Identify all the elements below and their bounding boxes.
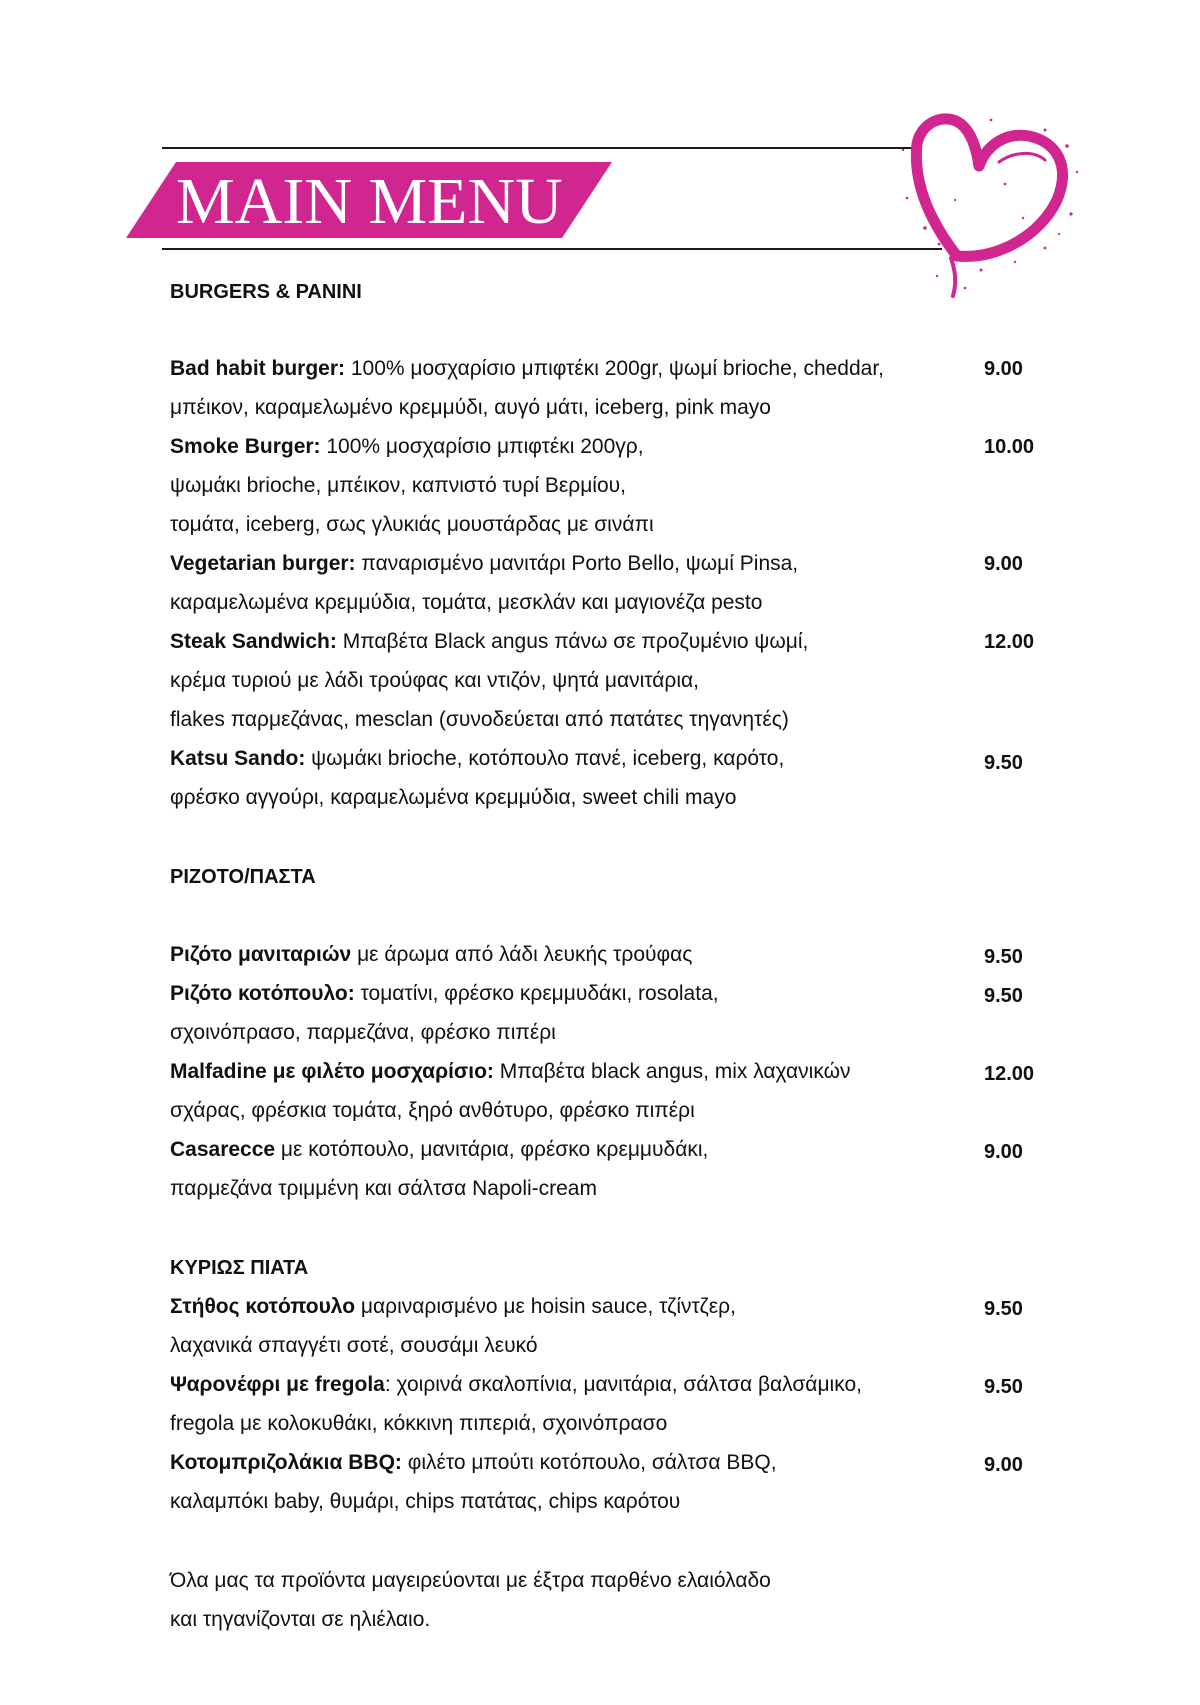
item-name: Malfadine με φιλέτο μοσχαρίσιο: [170, 1060, 494, 1083]
item-description-line: fregola με κολοκυθάκι, κόκκινη πιπεριά, σχοινόπρασο [170, 1412, 668, 1435]
section-title-burgers-panini: BURGERS & PANINI [170, 281, 362, 303]
item-description-line: λαχανικά σπαγγέτι σοτέ, σουσάμι λευκό [170, 1334, 538, 1357]
item-description: παναρισμένο μανιτάρι Porto Bello, ψωμί Pinsa, [355, 552, 799, 575]
item-description: φιλέτο μπούτι κοτόπουλο, σάλτσα BBQ, [401, 1451, 777, 1474]
menu-title: MAIN MENU [176, 165, 563, 238]
item-price: 10.00 [984, 436, 1035, 458]
footer-note-line: Όλα μας τα προϊόντα μαγειρεύονται με έξτρα παρθένο ελαιόλαδο [170, 1569, 771, 1592]
item-description: : χοιρινά σκαλοπίνια, μανιτάρια, σάλτσα βαλσάμικο, [384, 1373, 862, 1396]
item-description-line: κρέμα τυριού με λάδι τρούφας και ντιζόν, ψητά μανιτάρια, [170, 669, 699, 692]
item-name: Steak Sandwich: [170, 630, 337, 653]
item-name: Bad habit burger: [170, 357, 346, 380]
header-bottom-rule [162, 248, 942, 250]
menu-item-steak-sandwich [170, 626, 808, 658]
menu-item-pork-fillet [170, 1369, 862, 1401]
menu-item-casarecce [170, 1134, 708, 1166]
item-description: με κοτόπουλο, μανιτάρια, φρέσκο κρεμμυδάκι, [275, 1138, 709, 1161]
menu-item-smoke-burger [170, 431, 644, 463]
footer-note-line: και τηγανίζονται σε ηλιέλαιο. [170, 1608, 431, 1631]
header-top-rule [162, 147, 922, 149]
item-price: 9.00 [984, 553, 1023, 575]
item-description-line: φρέσκο αγγούρι, καραμελωμένα κρεμμύδια, sweet chili mayo [170, 786, 737, 809]
item-price: 9.50 [984, 752, 1023, 774]
item-description: μαριναρισμένο με hoisin sauce, τζίντζερ, [355, 1295, 736, 1318]
item-description-line: καραμελωμένα κρεμμύδια, τομάτα, μεσκλάν και μαγιονέζα pesto [170, 591, 763, 614]
menu-item-risotto-chicken [170, 978, 719, 1010]
item-description-line: σχοινόπρασο, παρμεζάνα, φρέσκο πιπέρι [170, 1021, 556, 1044]
item-description: Μπαβέτα black angus, mix λαχανικών [493, 1060, 851, 1083]
item-price: 9.50 [984, 1298, 1023, 1320]
item-price: 9.50 [984, 1376, 1023, 1398]
item-description-line: flakes παρμεζάνας, mesclan (συνοδεύεται από πατάτες τηγανητές) [170, 708, 789, 731]
item-price: 12.00 [984, 1063, 1035, 1085]
item-name: Casarecce [170, 1138, 276, 1161]
item-description: ψωμάκι brioche, κοτόπουλο πανέ, iceberg, καρότο, [305, 747, 785, 770]
item-description: 100% μοσχαρίσιο μπιφτέκι 200γρ, [320, 435, 644, 458]
item-price: 9.50 [984, 946, 1023, 968]
item-name: Vegetarian burger: [170, 552, 356, 575]
item-name: Ψαρονέφρι με fregola [170, 1373, 385, 1396]
item-name: Ριζότο μανιταριών [170, 943, 352, 966]
item-price: 9.00 [984, 358, 1023, 380]
item-description: Μπαβέτα Black angus πάνω σε προζυμένιο ψωμί, [336, 630, 809, 653]
item-name: Smoke Burger: [170, 435, 321, 458]
item-description-line: μπέικον, καραμελωμένο κρεμμύδι, αυγό μάτι, iceberg, pink mayo [170, 396, 771, 419]
item-description-line: τομάτα, iceberg, σως γλυκιάς μουστάρδας με σινάπι [170, 513, 654, 536]
item-description: με άρωμα από λάδι λευκής τρούφας [351, 943, 693, 966]
menu-item-vegetarian-burger [170, 548, 798, 580]
item-description-line: καλαμπόκι baby, θυμάρι, chips πατάτας, chips καρότου [170, 1490, 681, 1513]
item-name: Στήθος κοτόπουλο [170, 1295, 356, 1318]
heart-icon [895, 110, 1085, 310]
menu-item-katsu-sando [170, 743, 784, 775]
item-description-line: ψωμάκι brioche, μπέικον, καπνιστό τυρί Βερμίου, [170, 474, 626, 497]
item-price: 9.50 [984, 985, 1023, 1007]
menu-item-risotto-mushrooms [170, 939, 692, 971]
item-description: 100% μοσχαρίσιο μπιφτέκι 200gr, ψωμί brioche, cheddar, [345, 357, 885, 380]
item-description: τοματίνι, φρέσκο κρεμμυδάκι, rosolata, [354, 982, 719, 1005]
section-title-risotto-pasta: ΡΙΖΟΤΟ/ΠΑΣΤΑ [170, 866, 316, 888]
menu-item-chicken-chops-bbq [170, 1447, 777, 1479]
item-name: Katsu Sando: [170, 747, 306, 770]
item-description-line: σχάρας, φρέσκια τομάτα, ξηρό ανθότυρο, φρέσκο πιπέρι [170, 1099, 695, 1122]
item-price: 12.00 [984, 631, 1035, 653]
item-price: 9.00 [984, 1454, 1023, 1476]
menu-item-bad-habit-burger [170, 353, 884, 385]
item-description-line: παρμεζάνα τριμμένη και σάλτσα Napoli-cream [170, 1177, 597, 1200]
section-title-main-courses: ΚΥΡΙΩΣ ΠΙΑΤΑ [170, 1257, 309, 1279]
menu-item-chicken-breast [170, 1291, 736, 1323]
item-name: Ριζότο κοτόπουλο: [170, 982, 355, 1005]
item-name: Κοτομπριζολάκια BBQ: [170, 1451, 402, 1474]
menu-item-malfadine [170, 1056, 850, 1088]
item-price: 9.00 [984, 1141, 1023, 1163]
